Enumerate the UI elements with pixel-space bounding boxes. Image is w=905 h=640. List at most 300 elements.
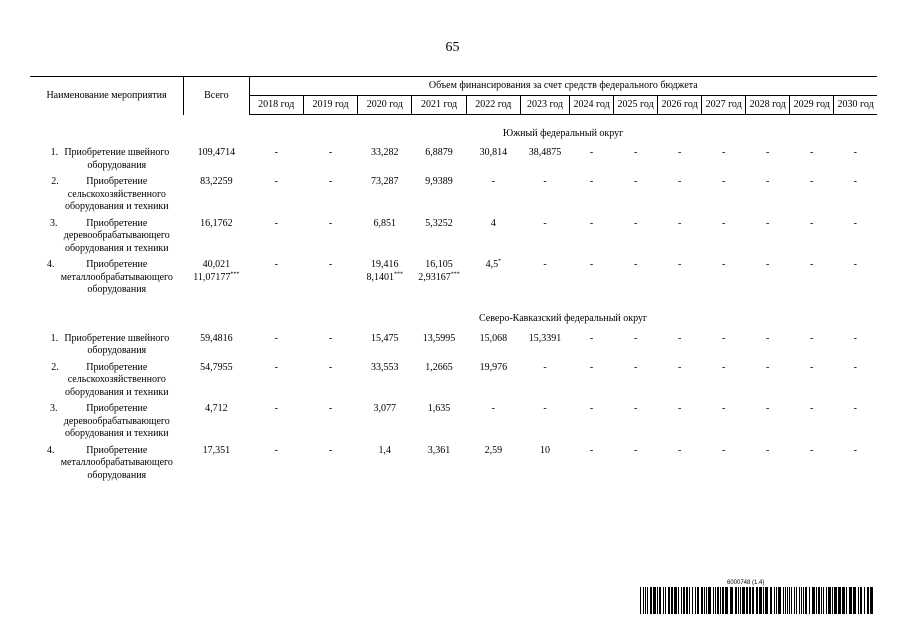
cell-line: - [543,176,547,187]
row-number: 1. [50,147,59,158]
year-value-cell [358,259,412,297]
year-value-cell [834,333,877,358]
cell-line: Приобретение швейного [64,332,170,344]
year-value-cell [466,362,520,400]
cell-line: - [328,403,333,414]
cell-line: 54,7955 [200,361,233,373]
table-row [30,445,877,483]
cell-line: - [328,176,333,187]
year-value-cell [570,147,614,172]
cell-line: - [633,259,638,270]
year-value-cell [702,147,746,172]
cell-line: Приобретение швейного [64,147,170,158]
header-year: 2019 год [303,96,357,115]
cell-line: 1,2665 [425,361,453,373]
year-value-cell [658,176,702,214]
cell-line: 15,3391 [528,332,562,344]
cell-line: - [853,332,858,344]
activity-cell [30,362,184,400]
total-cell [184,218,250,256]
cell-line: - [721,361,726,373]
cell-line: - [543,361,547,373]
year-value-cell [746,445,790,483]
cell-line: 3,361 [427,444,451,456]
cell-line: 9,9389 [425,176,453,187]
cell-line: - [589,217,594,229]
cell-line: - [721,403,726,414]
cell-line: - [853,147,858,158]
table-row [30,333,877,358]
cell-line: - [721,259,726,270]
year-value-cell [570,259,614,297]
row-number: 3. [50,403,58,414]
cell-line: - [810,403,814,414]
header-year: 2026 год [658,96,702,115]
year-value-cell [790,333,834,358]
year-value-cell [249,259,303,297]
cell-line: 19,976 [479,361,508,373]
year-value-cell [303,176,357,214]
cell-line: - [721,147,726,158]
cell-line: - [765,176,770,187]
year-value-cell [702,333,746,358]
cell-line: оборудования и техники [64,386,169,398]
year-value-cell [570,176,614,214]
cell-line: 4,5* [485,258,502,270]
cell-line: оборудования и техники [64,428,169,439]
year-value-cell [834,218,877,256]
cell-line: - [274,217,278,229]
cell-line: - [765,259,770,270]
year-value-cell [412,176,466,214]
year-value-cell [466,176,520,214]
activity-cell [30,259,184,297]
year-value-cell [303,445,357,483]
cell-line: - [677,147,682,158]
year-value-cell [570,403,614,441]
year-value-cell [834,176,877,214]
year-value-cell [249,147,303,172]
year-value-cell [658,147,702,172]
year-value-cell [658,445,702,483]
table-row [30,147,877,172]
year-value-cell [520,362,569,400]
year-value-cell [658,362,702,400]
cell-line: оборудования [87,159,147,171]
year-value-cell [412,218,466,256]
cell-line: - [274,403,278,414]
year-value-cell [358,445,412,483]
header-year: 2029 год [790,96,834,115]
year-value-cell [466,403,520,441]
table-row [30,218,877,256]
year-value-cell [790,445,834,483]
cell-line: - [677,259,682,270]
total-cell [184,403,250,441]
cell-line: - [853,217,858,229]
cell-line: сельскохозяйственного [67,188,166,200]
cell-line: - [810,259,814,270]
year-value-cell [834,403,877,441]
cell-line: Приобретение [86,259,148,270]
year-value-cell [303,362,357,400]
cell-line: - [853,444,858,456]
year-value-cell [358,403,412,441]
cell-line: Приобретение [86,361,148,373]
cell-line: - [589,403,594,414]
total-cell [184,333,250,358]
year-value-cell [746,362,790,400]
table-body [30,115,877,487]
year-value-cell [466,147,520,172]
cell-line: Приобретение [86,217,148,229]
header-year: 2027 год [702,96,746,115]
cell-line: - [633,361,638,373]
total-cell [184,362,250,400]
cell-line: металлообрабатывающего [60,457,173,468]
header-year: 2021 год [412,96,466,115]
cell-line: 33,282 [371,147,399,158]
cell-line: - [589,259,594,270]
year-value-cell [746,147,790,172]
cell-line: - [328,361,333,373]
barcode-label: 6000748 (1.4) [727,580,765,586]
year-value-cell [658,403,702,441]
cell-line: 10 [540,444,551,456]
cell-line: 6,851 [373,217,397,229]
activity-name [61,259,173,297]
year-value-cell [466,333,520,358]
cell-line: 19,416 [371,259,399,270]
year-value-cell [702,176,746,214]
year-value-cell [790,147,834,172]
year-value-cell [412,147,466,172]
year-value-cell [303,403,357,441]
cell-line: - [543,217,547,229]
cell-line: - [721,444,726,456]
cell-line: - [491,176,495,187]
year-value-cell [358,362,412,400]
header-year: 2030 год [834,96,877,115]
cell-line: 11,07177*** [193,271,240,283]
table-row [30,259,877,297]
cell-line: - [633,444,638,456]
cell-line: - [274,147,278,158]
cell-line: 15,068 [479,332,508,344]
year-value-cell [466,445,520,483]
year-value-cell [520,147,569,172]
activity-cell [30,333,184,358]
cell-line: 33,553 [371,361,399,373]
cell-line: 4,712 [205,403,228,414]
cell-line: - [633,217,638,229]
year-value-cell [303,333,357,358]
region-row [30,301,877,333]
year-value-cell [466,218,520,256]
year-value-cell [303,218,357,256]
year-value-cell [834,445,877,483]
cell-line: - [328,444,333,456]
cell-line: - [853,259,858,270]
year-value-cell [614,445,658,483]
cell-line: - [589,444,594,456]
cell-line: 17,351 [202,444,231,456]
header-total-col: Всего [184,77,250,115]
header-year: 2028 год [746,96,790,115]
year-value-cell [702,259,746,297]
cell-line: - [853,361,858,373]
cell-line: 83,2259 [200,176,233,187]
year-value-cell [570,333,614,358]
total-cell [184,445,250,483]
year-value-cell [249,403,303,441]
cell-line: 1,4 [378,444,392,456]
cell-line: 15,475 [371,332,399,344]
year-value-cell [249,218,303,256]
year-value-cell [614,362,658,400]
cell-line: - [810,361,814,373]
year-value-cell [570,362,614,400]
year-value-cell [746,403,790,441]
year-value-cell [702,218,746,256]
header-name-col: Наименование мероприятия [30,77,184,115]
cell-line: - [589,147,594,158]
cell-line: металлообрабатывающего [60,271,173,283]
year-value-cell [412,333,466,358]
cell-line: - [274,444,278,456]
cell-line: 5,3252 [425,217,453,229]
cell-line: 1,635 [427,403,451,414]
cell-line: - [853,403,858,414]
total-cell [184,147,250,172]
year-value-cell [412,403,466,441]
cell-line: - [274,176,278,187]
cell-line: оборудования [87,284,147,295]
cell-line: - [765,147,770,158]
funding-table [30,76,877,486]
year-value-cell [790,403,834,441]
year-value-cell [570,218,614,256]
year-value-cell [746,176,790,214]
year-value-cell [614,218,658,256]
year-value-cell [520,176,569,214]
header-year: 2023 год [520,96,569,115]
cell-line: - [853,176,858,187]
activity-name [65,362,169,400]
year-value-cell [570,445,614,483]
cell-line: - [633,332,638,344]
cell-line: - [633,403,638,414]
cell-line: - [765,361,770,373]
year-value-cell [790,362,834,400]
cell-line: 16,1762 [200,217,233,229]
cell-line: - [765,444,770,456]
year-value-cell [520,259,569,297]
cell-line: - [633,147,638,158]
year-value-cell [790,176,834,214]
year-value-cell [520,445,569,483]
cell-line: 2,59 [484,444,503,456]
total-cell [184,176,250,214]
year-value-cell [834,147,877,172]
region-title: Южный федеральный округ [502,127,624,139]
year-value-cell [249,176,303,214]
cell-line: - [491,403,495,414]
activity-name [64,333,169,358]
year-value-cell [834,259,877,297]
cell-line: 16,105 [425,259,453,270]
year-value-cell [746,259,790,297]
row-number: 2. [51,361,59,373]
cell-line: - [589,176,594,187]
cell-line: - [328,147,333,158]
cell-line: 59,4816 [200,332,233,344]
cell-line: - [543,403,547,414]
year-value-cell [746,218,790,256]
cell-line: оборудования и техники [64,201,169,212]
cell-line: - [589,332,594,344]
page-number: 65 [445,40,460,55]
cell-line: - [810,176,814,187]
cell-line: 3,077 [373,403,397,414]
year-value-cell [358,333,412,358]
header-year: 2020 год [358,96,412,115]
cell-line: - [274,332,278,344]
cell-line: - [721,217,726,229]
cell-line: Приобретение [86,403,148,414]
activity-cell [30,147,184,172]
year-value-cell [614,176,658,214]
cell-line: - [274,259,278,270]
year-value-cell [702,445,746,483]
cell-line: деревообрабатывающего [63,230,170,241]
cell-line: 38,4875 [528,147,562,158]
year-value-cell [614,333,658,358]
cell-line: - [677,176,682,187]
cell-line: 73,287 [371,176,399,187]
year-value-cell [412,259,466,297]
cell-line: - [328,217,333,229]
activity-name [64,147,169,172]
year-value-cell [520,218,569,256]
cell-line: Приобретение [86,444,148,456]
header-year: 2024 год [570,96,614,115]
activity-cell [30,403,184,441]
cell-line: - [328,259,333,270]
cell-line: 30,814 [479,147,508,158]
year-value-cell [702,362,746,400]
cell-line: - [810,217,814,229]
row-number: 4. [46,259,55,270]
cell-line: 6,8879 [425,147,453,158]
cell-line: Приобретение [86,176,148,187]
cell-line: - [721,332,726,344]
year-value-cell [358,176,412,214]
cell-line: - [633,176,638,187]
year-value-cell [614,259,658,297]
activity-name [65,176,169,214]
region-title: Северо-Кавказский федеральный округ [479,313,648,325]
cell-line: - [274,361,278,373]
row-number: 4. [46,444,55,456]
cell-line: - [677,444,682,456]
year-value-cell [790,218,834,256]
year-value-cell [520,333,569,358]
year-value-cell [303,147,357,172]
row-number: 2. [51,176,59,187]
header-year: 2018 год [249,96,303,115]
cell-line: оборудования [87,469,147,481]
year-value-cell [658,333,702,358]
table-row [30,362,877,400]
cell-line: 4 [490,217,496,229]
table-header [30,77,877,115]
cell-line: 8,1401*** [366,271,404,283]
cell-line: - [810,444,814,456]
year-value-cell [746,333,790,358]
cell-line: - [810,332,814,344]
year-value-cell [834,362,877,400]
cell-line: - [328,332,333,344]
cell-line: - [765,217,770,229]
cell-line: оборудования [87,345,147,356]
year-value-cell [614,147,658,172]
year-value-cell [658,259,702,297]
region-row [30,115,877,148]
year-value-cell [358,147,412,172]
year-value-cell [249,333,303,358]
header-year: 2025 год [614,96,658,115]
table-row [30,176,877,214]
cell-line: - [677,217,682,229]
cell-line: - [765,332,770,344]
year-value-cell [466,259,520,297]
cell-line: - [810,147,814,158]
row-number: 1. [50,332,59,344]
cell-line: - [677,361,682,373]
cell-line: оборудования и техники [64,242,169,254]
cell-line: - [543,259,547,270]
year-value-cell [614,403,658,441]
year-value-cell [520,403,569,441]
header-funding-col: Объем финансирования за счет средств федерального бюджета [249,77,877,96]
activity-cell [30,176,184,214]
cell-line: 2,93167*** [418,271,460,283]
year-value-cell [412,362,466,400]
header-year: 2022 год [466,96,520,115]
total-cell [184,259,250,297]
year-value-cell [702,403,746,441]
activity-name [64,218,170,256]
cell-line: 40,021 [202,259,231,270]
cell-line: - [677,332,682,344]
activity-name [64,403,170,441]
cell-line: - [677,403,682,414]
year-value-cell [249,445,303,483]
year-value-cell [790,259,834,297]
cell-line: 109,4714 [197,147,236,158]
cell-line: сельскохозяйственного [67,374,166,385]
cell-line: деревообрабатывающего [63,415,170,427]
row-number: 3. [50,217,58,229]
year-value-cell [249,362,303,400]
barcode-image [640,587,875,614]
activity-cell [30,218,184,256]
year-value-cell [303,259,357,297]
cell-line: - [589,361,594,373]
cell-line: - [721,176,726,187]
year-value-cell [412,445,466,483]
